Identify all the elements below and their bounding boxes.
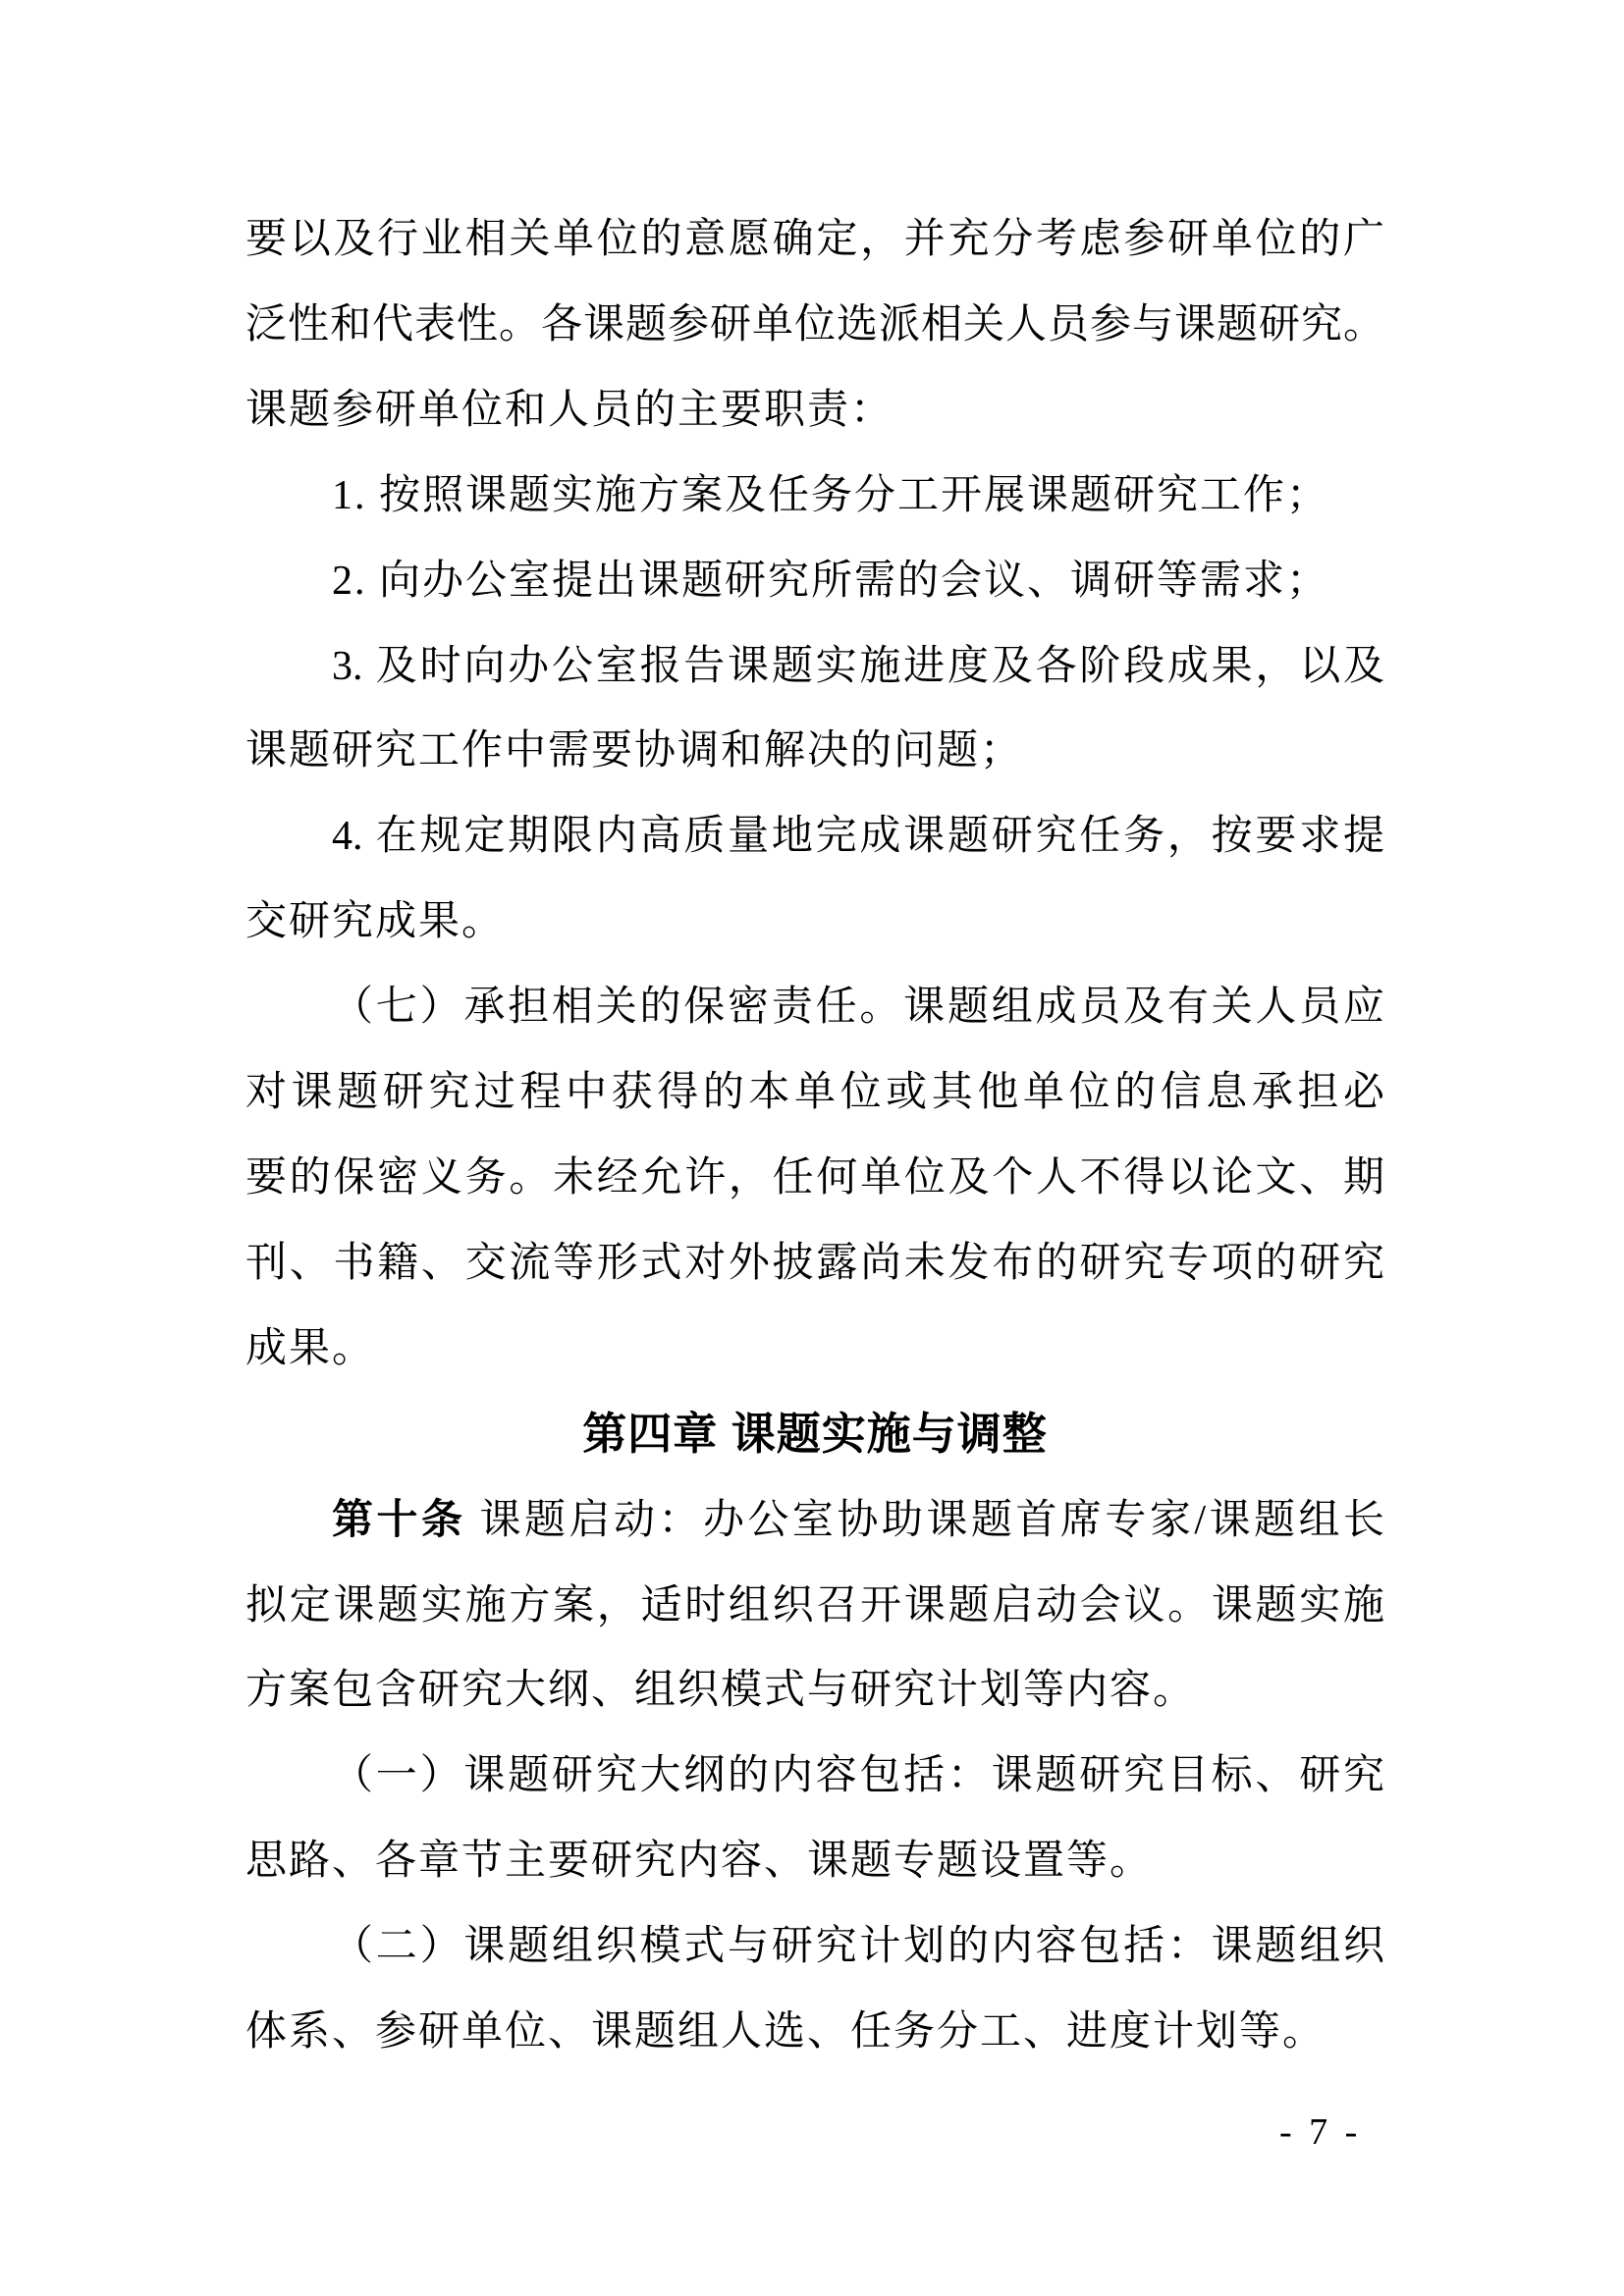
text-line-rest: 课题启动：办公室协助课题首席专家/课题组长: [465, 1497, 1384, 1543]
text-line: 课题参研单位和人员的主要职责：: [245, 387, 894, 433]
page-number: - 7 -: [1279, 2111, 1362, 2153]
text-line: 交研究成果。: [245, 899, 506, 945]
document-body: [245, 197, 1384, 2075]
text-line: 成果。: [245, 1325, 376, 1371]
text-line: （七）承担相关的保密责任。课题组成员及有关人员应: [332, 985, 1384, 1031]
article-number: 第十条: [332, 1495, 466, 1542]
text-line: 1. 按照课题实施方案及任务分工开展课题研究工作；: [332, 472, 1330, 518]
text-line: 4. 在规定期限内高质量地完成课题研究任务，按要求提: [332, 814, 1384, 860]
text-line: 思路、各章节主要研究内容、课题专题设置等。: [245, 1839, 1154, 1885]
text-line: 泛性和代表性。各课题参研单位选派相关人员参与课题研究。: [245, 301, 1384, 347]
text-line: 要以及行业相关单位的意愿确定，并充分考虑参研单位的广: [245, 217, 1384, 262]
text-line: 刊、书籍、交流等形式对外披露尚未发布的研究专项的研究: [245, 1240, 1384, 1286]
text-line: 对课题研究过程中获得的本单位或其他单位的信息承担必: [245, 1070, 1384, 1116]
chapter-heading: 第四章 课题实施与调整: [582, 1408, 1048, 1459]
text-line: （二）课题组织模式与研究计划的内容包括：课题组织: [332, 1924, 1384, 1970]
text-line: 拟定课题实施方案，适时组织召开课题启动会议。课题实施: [245, 1582, 1384, 1629]
text-line: （一）课题研究大纲的内容包括：课题研究目标、研究: [332, 1753, 1384, 1799]
text-line: 2. 向办公室提出课题研究所需的会议、调研等需求；: [332, 558, 1330, 604]
text-line: 体系、参研单位、课题组人选、任务分工、进度计划等。: [245, 2009, 1326, 2056]
text-line: 3. 及时向办公室报告课题实施进度及各阶段成果，以及: [332, 643, 1384, 689]
text-line: [245, 1477, 1384, 1564]
text-line: 课题研究工作中需要协调和解决的问题；: [245, 728, 1024, 774]
text-line: 方案包含研究大纲、组织模式与研究计划等内容。: [245, 1668, 1197, 1714]
text-line: 要的保密义务。未经允许，任何单位及个人不得以论文、期: [245, 1154, 1384, 1201]
